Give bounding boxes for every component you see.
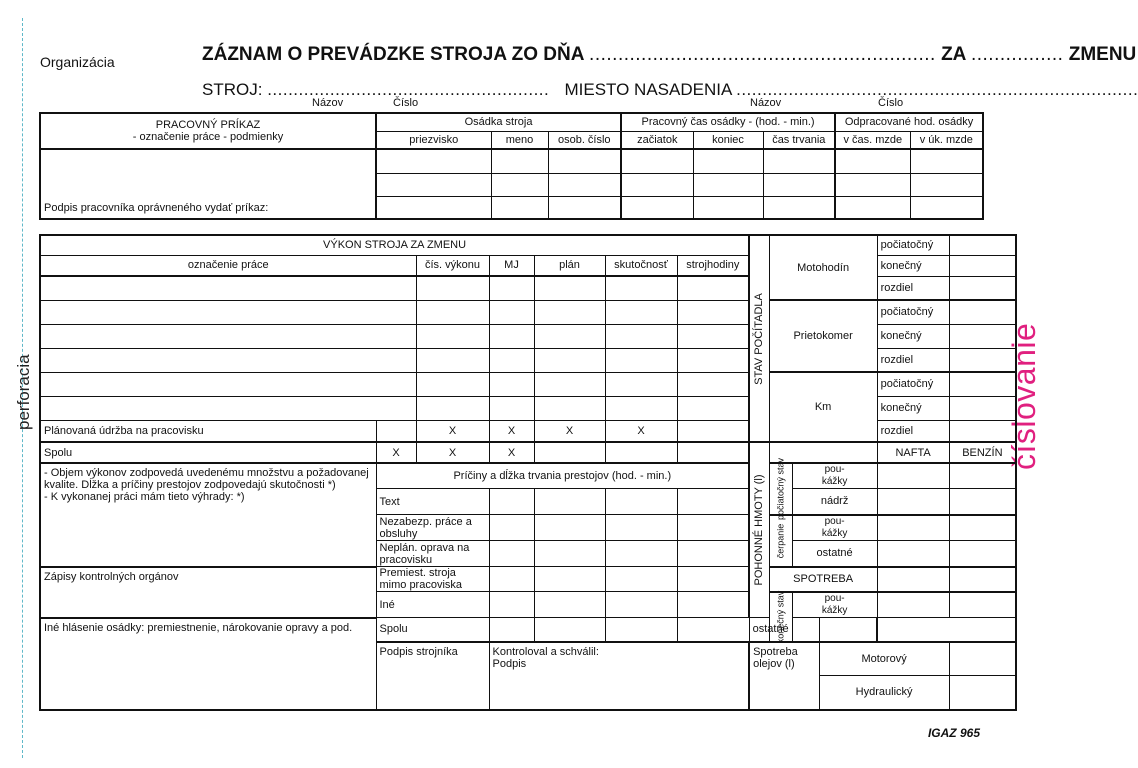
perf-col-machine-hours: strojhodiny xyxy=(677,255,749,276)
perf-row-5[interactable] xyxy=(40,372,416,396)
meter-prietokomer-end-label: konečný xyxy=(877,324,949,348)
downtime-row-unsecured: Nezabezp. práce a obsluhy xyxy=(376,515,489,541)
meter-motohodin-start-value[interactable] xyxy=(949,235,1016,255)
stroj-label: STROJ: xyxy=(202,80,263,99)
machine-line: STROJ: ...................................................... MIESTO NASADENIA ............................................................................. xyxy=(202,80,1138,99)
order-signature-label: Podpis pracovníka oprávneného vydať príkaz: xyxy=(44,202,269,214)
meter-group-prietokomer: Prietokomer xyxy=(769,300,877,372)
fuel-start-state-cell xyxy=(769,457,792,520)
perf-col-unit: MJ xyxy=(489,255,534,276)
total-x-c: X xyxy=(489,442,534,463)
crew-col-name: meno xyxy=(491,131,548,149)
worktime-col-end: koniec xyxy=(693,131,763,149)
meter-motohodin-diff-value[interactable] xyxy=(949,276,1016,300)
total-label: Spolu xyxy=(40,442,376,463)
meter-motohodin-end-label: konečný xyxy=(877,255,949,276)
form-title-text: ZÁZNAM O PREVÁDZKE STROJA ZO DŇA xyxy=(202,44,584,65)
work-order-subtitle: - označenie práce - podmienky xyxy=(132,131,284,143)
performance-table xyxy=(39,234,1017,711)
stroj-cislo-label: Číslo xyxy=(393,97,419,109)
performance-title: VÝKON STROJA ZA ZMENU xyxy=(40,235,749,255)
approval-signature[interactable]: Kontroloval a schválil: Podpis xyxy=(489,642,749,710)
crew-col-id: osob. číslo xyxy=(548,131,621,149)
miesto-label: MIESTO NASADENIA xyxy=(564,80,732,99)
fuel-title-cell xyxy=(749,442,769,618)
fuel-consumption-label: SPOTREBA xyxy=(769,567,877,592)
perf-row-1[interactable] xyxy=(40,276,416,300)
perf-row-6[interactable] xyxy=(40,396,416,420)
total-x-b: X xyxy=(416,442,489,463)
oil-consumption-label: Spotreba olejov (l) xyxy=(749,642,819,710)
meter-km-start-value[interactable] xyxy=(949,372,1016,396)
fuel-end-state-cell xyxy=(769,592,792,642)
fuel-pumping-vouchers: pou- kážky xyxy=(792,515,877,541)
meters-title: STAV POČÍTADLA xyxy=(753,292,766,385)
perf-col-number: čís. výkonu xyxy=(416,255,489,276)
meter-motohodin-start-label: počiatočný xyxy=(877,235,949,255)
meter-group-km: Km xyxy=(769,372,877,442)
work-order-title: PRACOVNÝ PRÍKAZ xyxy=(155,119,261,131)
worktime-col-start: začiatok xyxy=(621,131,693,149)
downtime-row-unplanned: Neplán. oprava na pracovisku xyxy=(376,541,489,567)
meter-km-start-label: počiatočný xyxy=(877,372,949,396)
zmenu-label: ZMENU xyxy=(1068,44,1137,65)
fuel-start-vouchers: pou- kážky xyxy=(792,463,877,489)
downtime-row-text: Text xyxy=(376,489,489,515)
order-signature-cell[interactable] xyxy=(40,149,376,219)
numbering-label: číslovanie xyxy=(1006,322,1042,470)
work-order-title-cell xyxy=(40,113,376,149)
oil-hydraulic: Hydraulický xyxy=(819,676,949,710)
downtime-row-relocation: Premiest. stroja mimo pracoviska xyxy=(376,567,489,592)
crew-col-surname: priezvisko xyxy=(376,131,491,149)
fuel-end-vouchers: pou- kážky xyxy=(792,592,877,618)
meter-km-diff-label: rozdiel xyxy=(877,420,949,442)
fuel-tank: nádrž xyxy=(792,489,877,515)
maintenance-x-actual: X xyxy=(605,420,677,442)
perf-col-plan: plán xyxy=(534,255,605,276)
fuel-end-state: konečný stav xyxy=(775,590,786,643)
perf-row-3[interactable] xyxy=(40,324,416,348)
miesto-nazov-label: Názov xyxy=(750,97,782,109)
form-title: ZÁZNAM O PREVÁDZKE STROJA ZO DŇA ............................................................ ZA ................ ZMENU xyxy=(202,44,1137,65)
za-label: ZA xyxy=(941,44,966,65)
organization-label: Organizácia xyxy=(40,54,115,70)
control-records-cell[interactable]: Zápisy kontrolných orgánov xyxy=(40,567,376,618)
total-x-a: X xyxy=(376,442,416,463)
meter-motohodin-end-value[interactable] xyxy=(949,255,1016,276)
form-code: IGAZ 965 xyxy=(927,726,980,740)
worktime-col-duration: čas trvania xyxy=(763,131,835,149)
worktime-header: Pracovný čas osádky - (hod. - min.) xyxy=(621,113,835,131)
fuel-col-nafta: NAFTA xyxy=(877,442,949,463)
meter-prietokomer-start-value[interactable] xyxy=(949,300,1016,324)
notes-cell[interactable]: - Objem výkonov zodpovedá uvedenému množstvu a požadovanej kvalite. Dĺžka a príčiny prestojov zodpovedajú skutočnosti *) - K vykonanej práci mám tieto výhrady: *) xyxy=(40,463,376,567)
stroj-nazov-label: Názov xyxy=(312,97,344,109)
perf-col-actual: skutočnosť xyxy=(605,255,677,276)
meter-km-diff-value[interactable] xyxy=(949,420,1016,442)
meter-group-motohodin: Motohodín xyxy=(769,235,877,300)
meter-km-end-value[interactable] xyxy=(949,396,1016,420)
maintenance-x-plan: X xyxy=(534,420,605,442)
fuel-pumping-cell xyxy=(769,515,792,567)
fuel-pumping: čerpanie xyxy=(775,523,786,558)
hours-col-time: v čas. mzde xyxy=(835,131,910,149)
perforation-label: perforacia xyxy=(14,354,33,430)
downtime-row-other: Iné xyxy=(376,592,489,618)
perf-row-4[interactable] xyxy=(40,348,416,372)
meter-prietokomer-start-label: počiatočný xyxy=(877,300,949,324)
fuel-end-other: ostatné xyxy=(749,618,792,642)
fuel-start-state: počiatočný stav xyxy=(775,457,786,520)
meter-prietokomer-diff-label: rozdiel xyxy=(877,348,949,372)
crew-header: Osádka stroja xyxy=(376,113,621,131)
meter-motohodin-diff-label: rozdiel xyxy=(877,276,949,300)
operator-signature[interactable]: Podpis strojníka xyxy=(376,642,489,710)
perf-row-2[interactable] xyxy=(40,300,416,324)
fuel-title: POHONNÉ HMOTY (l) xyxy=(753,474,766,586)
downtime-header: Príčiny a dĺžka trvania prestojov (hod. - min.) xyxy=(376,463,749,489)
oil-motor: Motorový xyxy=(819,642,949,676)
fuel-pumping-other: ostatné xyxy=(792,541,877,567)
crew-report-cell[interactable]: Iné hlásenie osádky: premiestnenie, nárokovanie opravy a pod. xyxy=(40,618,376,710)
meters-title-cell xyxy=(749,235,769,442)
hours-col-piece: v úk. mzde xyxy=(910,131,983,149)
work-order-table xyxy=(39,112,984,220)
maintenance-x-unit: X xyxy=(489,420,534,442)
meter-prietokomer-diff-value[interactable] xyxy=(949,348,1016,372)
maintenance-label: Plánovaná údržba na pracovisku xyxy=(40,420,376,442)
meter-prietokomer-end-value[interactable] xyxy=(949,324,1016,348)
downtime-row-total: Spolu xyxy=(376,618,489,642)
fuel-col-benzin: BENZÍN xyxy=(949,442,1016,463)
miesto-cislo-label: Číslo xyxy=(878,97,904,109)
meter-km-end-label: konečný xyxy=(877,396,949,420)
perf-col-designation: označenie práce xyxy=(40,255,416,276)
hours-header: Odpracované hod. osádky xyxy=(835,113,983,131)
maintenance-x-number: X xyxy=(416,420,489,442)
